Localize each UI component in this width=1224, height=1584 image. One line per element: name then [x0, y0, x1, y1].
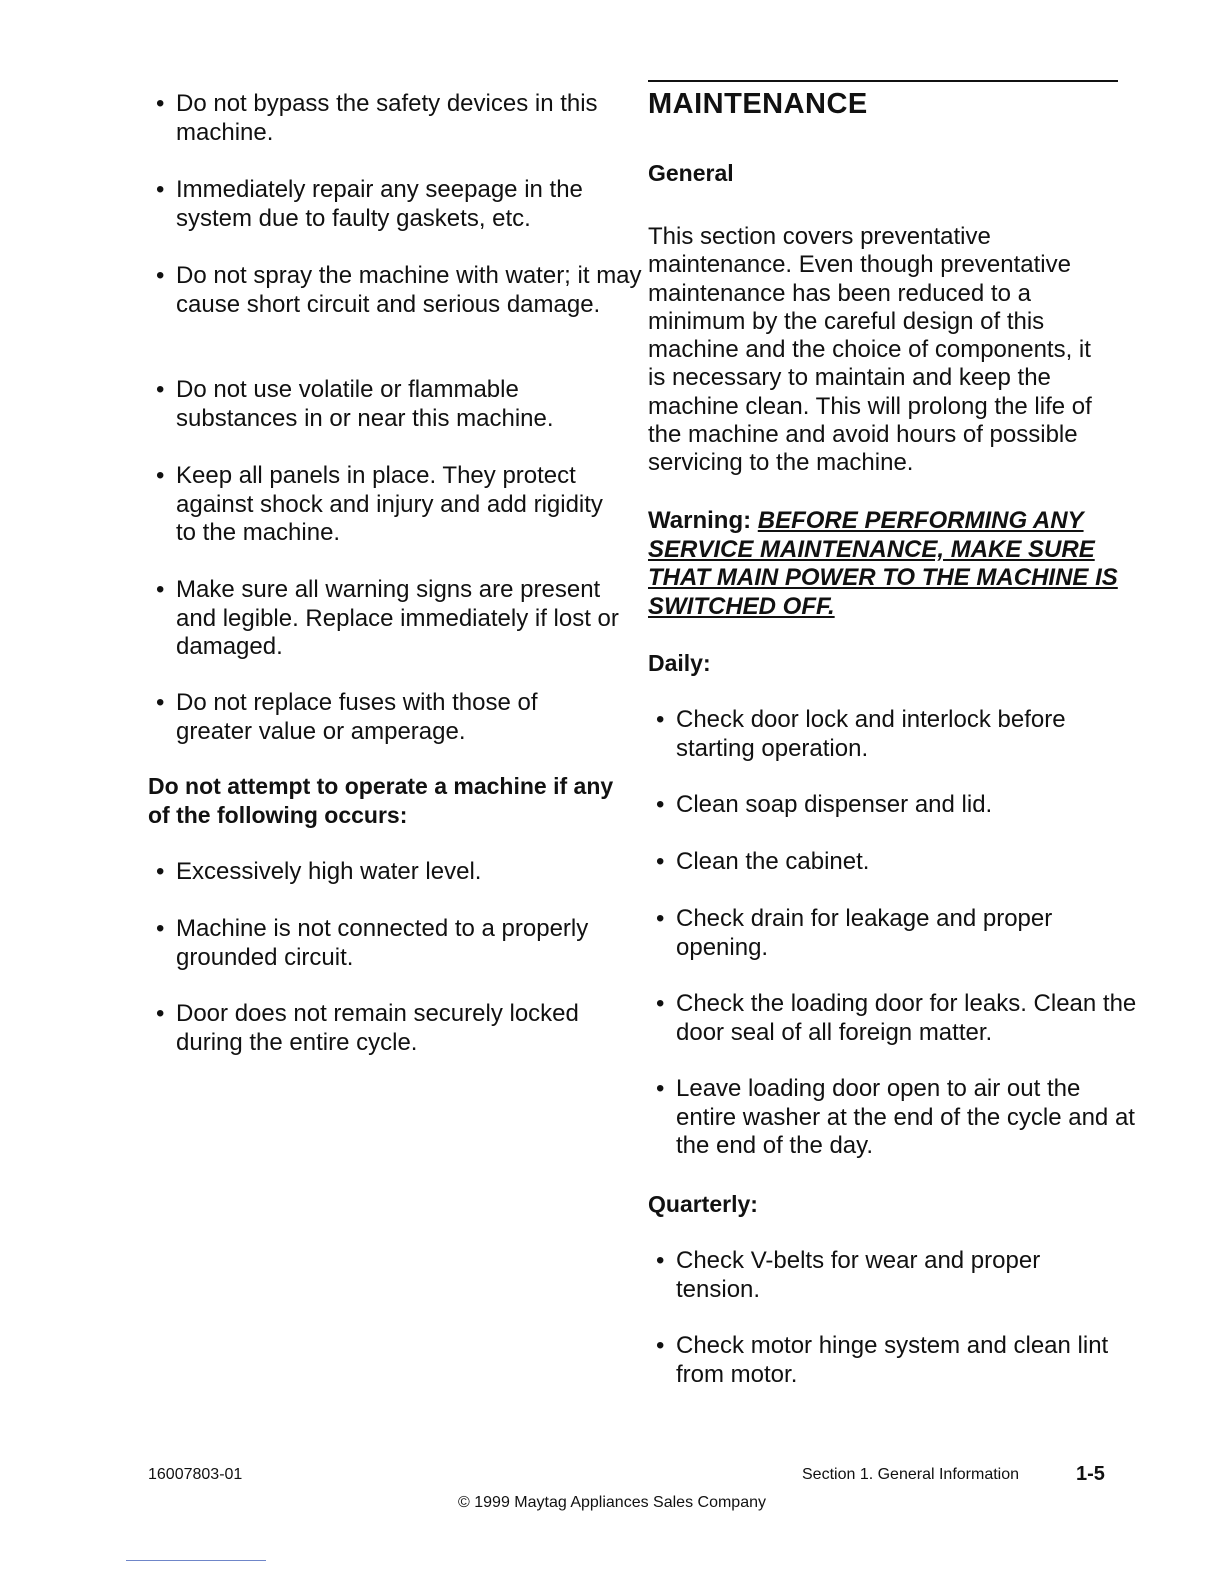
bullet-dot: • [656, 990, 665, 1017]
safety-bullet: • Make sure all warning signs are present and legible. Replace immediately if lost or damaged. [156, 576, 619, 660]
bullet-dot: • [156, 1000, 165, 1027]
warning-label: Warning: [648, 507, 752, 534]
general-heading: General [648, 160, 734, 186]
bullet-dot: • [656, 1075, 665, 1102]
bullet-dot: • [156, 262, 165, 289]
section-label: Section 1. General Information [802, 1466, 1020, 1483]
daily-item: • Leave loading door open to air out the entire washer at the end of the cycle and at the end of the day. [656, 1075, 1135, 1159]
safety-bullet: • Immediately repair any seepage in the system due to faulty gaskets, etc. [156, 176, 583, 232]
condition-bullet: • Machine is not connected to a properly grounded circuit. [156, 915, 589, 971]
bullet-dot: • [156, 689, 165, 716]
page-number: 1-5 [1076, 1463, 1105, 1485]
safety-bullet: • Do not spray the machine with water; it may cause short circuit and serious damage. [156, 262, 642, 318]
daily-item: • Clean the cabinet. [656, 848, 870, 875]
condition-bullet: • Door does not remain securely locked during the entire cycle. [156, 1000, 579, 1056]
bullet-dot: • [656, 848, 665, 875]
bullet-dot: • [156, 858, 165, 885]
quarterly-item: • Check V-belts for wear and proper tension. [656, 1247, 1041, 1303]
bullet-dot: • [156, 176, 165, 203]
copyright-notice: © 1999 Maytag Appliances Sales Company [458, 1494, 766, 1511]
scan-edge-line [126, 1560, 266, 1561]
daily-item: • Check drain for leakage and proper opening. [656, 905, 1053, 961]
daily-item: • Check door lock and interlock before starting operation. [656, 706, 1066, 762]
quarterly-item: • Check motor hinge system and clean lint from motor. [656, 1332, 1109, 1388]
bullet-dot: • [156, 462, 165, 489]
operation-warning-heading: Do not attempt to operate a machine if any of the following occurs: [148, 773, 614, 828]
warning-notice [648, 507, 1118, 621]
bullet-dot: • [656, 1247, 665, 1274]
bullet-dot: • [156, 915, 165, 942]
bullet-dot: • [656, 706, 665, 733]
document-number: 16007803-01 [148, 1466, 243, 1483]
warning-text: BEFORE PERFORMING ANY SERVICE MAINTENANCE, MAKE SURE THAT MAIN POWER TO THE MACHINE IS SWITCHED OFF. [648, 507, 1118, 620]
safety-bullet: • Do not bypass the safety devices in this machine. [156, 90, 598, 146]
bullet-dot: • [656, 905, 665, 932]
section-title: MAINTENANCE [648, 88, 868, 120]
bullet-dot: • [156, 576, 165, 603]
section-divider [648, 80, 1118, 82]
condition-bullet: • Excessively high water level. [156, 858, 482, 885]
safety-bullet: • Do not use volatile or flammable substances in or near this machine. [156, 376, 554, 432]
safety-bullet: • Do not replace fuses with those of greater value or amperage. [156, 689, 538, 745]
safety-bullet: • Keep all panels in place. They protect against shock and injury and add rigidity to the machine. [156, 462, 603, 546]
bullet-dot: • [656, 1332, 665, 1359]
daily-item: • Clean soap dispenser and lid. [656, 791, 993, 818]
bullet-dot: • [156, 376, 165, 403]
daily-item: • Check the loading door for leaks. Clean the door seal of all foreign matter. [656, 990, 1137, 1046]
daily-heading: Daily: [648, 650, 711, 676]
bullet-dot: • [156, 90, 165, 117]
bullet-dot: • [656, 791, 665, 818]
quarterly-heading: Quarterly: [648, 1191, 758, 1217]
general-paragraph: This section covers preventative maintenance. Even though preventative maintenance has been reduced to a minimum by the careful design of this machine and the choice of components, it is necessary to maintain and keep the machine clean. This will prolong the life of the machine and avoid hours of possible servicing to the machine. [648, 223, 1092, 477]
